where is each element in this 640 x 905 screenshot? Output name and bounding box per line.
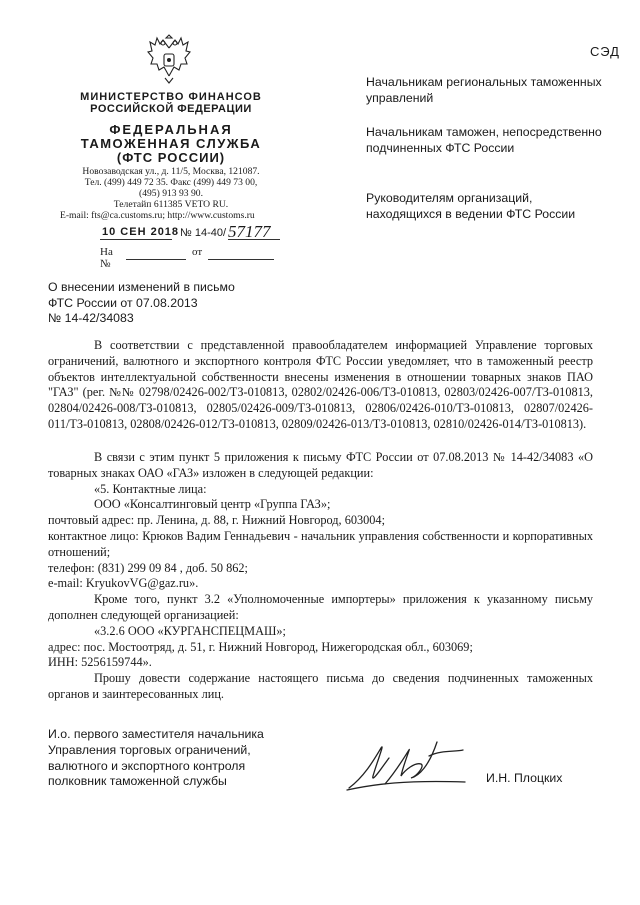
body-paragraph-4: Прошу довести содержание настоящего письма до сведения подчиненных таможенных органов и заинтересованных лиц. xyxy=(48,671,593,701)
signatory-title-line-1: И.о. первого заместителя начальника xyxy=(48,727,264,741)
contacts-company: ООО «Консалтинговый центр «Группа ГАЗ»; xyxy=(94,497,331,512)
reference-label: На № xyxy=(100,246,113,270)
date-underline xyxy=(100,239,172,240)
subject-line-3: № 14-42/34083 xyxy=(48,311,134,325)
contacts-heading: «5. Контактные лица: xyxy=(94,481,207,496)
importer-address: адрес: пос. Мостоотряд, д. 51, г. Нижний Новгород, Нижегородская обл., 603069; xyxy=(48,639,473,654)
contacts-person: контактное лицо: Крюков Вадим Геннадьевич - начальник управления собственности и корпоративных отношений; xyxy=(48,528,593,559)
recipient-1: Начальникам региональных таможенных управлений xyxy=(366,75,602,105)
body-paragraph-1: В соответствии с представленной правообладателем информацией Управление торговых ограничений, валютного и экспортного контроля ФТС России уведомляет, что в таможенный реестр объектов интеллектуальной собственности внесены изменения в отношении товарных знаков ПАО "ГАЗ" (рег. №№ 02798/02426-002/ТЗ-010813, 02802/02426-006/ТЗ-010813, 02803/02426-007/ТЗ-010813, 02804/02426-008/ТЗ-010813, 02805/02426-009/ТЗ-010813, 02806/02426-010/ТЗ-010813, 02807/02426-011/ТЗ-010813, 02808/02426-012/ТЗ-010813, 02809/02426-013/ТЗ-010813, 02810/02426-014/ТЗ-010813). xyxy=(48,338,593,431)
registration-number-value: 57177 xyxy=(228,222,271,241)
signatory-title xyxy=(48,727,264,790)
signatory-title-line-4: полковник таможенной службы xyxy=(48,774,227,789)
ministry-line-1: МИНИСТЕРСТВО ФИНАНСОВ xyxy=(80,91,262,103)
recipient-3: Руководителям организаций, находящихся в ведении ФТС России xyxy=(366,191,576,221)
body-main xyxy=(48,450,593,703)
body-paragraph-2: В связи с этим пункт 5 приложения к письму ФТС России от 07.08.2013 № 14-42/34083 «О товарных знаках ОАО «ГАЗ» изложен в следующей редакции: xyxy=(48,450,593,480)
ministry-line-2: РОССИЙСКОЙ ФЕДЕРАЦИИ xyxy=(90,103,252,115)
signatory-name: И.Н. Плоцких xyxy=(486,771,563,785)
subject xyxy=(48,280,235,327)
from-underline xyxy=(208,259,274,260)
sender-email: E-mail: fts@ca.customs.ru; http://www.customs.ru xyxy=(60,210,255,221)
subject-line-1: О внесении изменений в письмо xyxy=(48,280,235,294)
registration-number-label: № 14-40/ xyxy=(180,227,227,239)
from-label: от xyxy=(192,246,203,258)
importer-name: «3.2.6 ООО «КУРГАНСПЕЦМАШ»; xyxy=(94,623,286,638)
sed-stamp: СЭД xyxy=(590,44,620,59)
subject-line-2: ФТС России от 07.08.2013 xyxy=(48,295,198,310)
sender-phone: Тел. (499) 449 72 35. Факс (499) 449 73 00, xyxy=(84,177,258,188)
reference-underline xyxy=(126,259,186,260)
contacts-email: e-mail: KryukovVG@gaz.ru». xyxy=(48,576,199,591)
contacts-postal-address: почтовый адрес: пр. Ленина, д. 88, г. Нижний Новгород, 603004; xyxy=(48,513,385,528)
contacts-phone: телефон: (831) 299 09 84 , доб. 50 862; xyxy=(48,560,248,575)
sender-address: Новозаводская ул., д. 11/5, Москва, 121087. xyxy=(82,166,260,177)
signatory-title-line-2: Управления торговых ограничений, xyxy=(48,742,251,757)
importer-inn: ИНН: 5256159744». xyxy=(48,655,152,670)
number-underline xyxy=(228,239,280,240)
service-line-2: ТАМОЖЕННАЯ СЛУЖБА xyxy=(80,136,262,151)
coat-of-arms-icon xyxy=(146,34,192,84)
service-line-3: (ФТС РОССИИ) xyxy=(116,150,226,165)
registration-line xyxy=(100,224,332,240)
service-line-1: ФЕДЕРАЛЬНАЯ xyxy=(109,122,233,137)
registration-date: 10 СЕН 2018 xyxy=(102,226,180,238)
sender-teletype: Телетайп 611385 VETO RU. xyxy=(113,199,229,210)
body-paragraph-3: Кроме того, пункт 3.2 «Уполномоченные импортеры» приложения к указанному письму дополнен следующей организацией: xyxy=(48,592,593,622)
sender-phone-2: (495) 913 93 90. xyxy=(139,188,203,199)
signatory-title-line-3: валютного и экспортного контроля xyxy=(48,758,246,773)
handwritten-signature xyxy=(345,736,475,794)
recipient-2: Начальникам таможен, непосредственно подчиненных ФТС России xyxy=(366,125,602,155)
